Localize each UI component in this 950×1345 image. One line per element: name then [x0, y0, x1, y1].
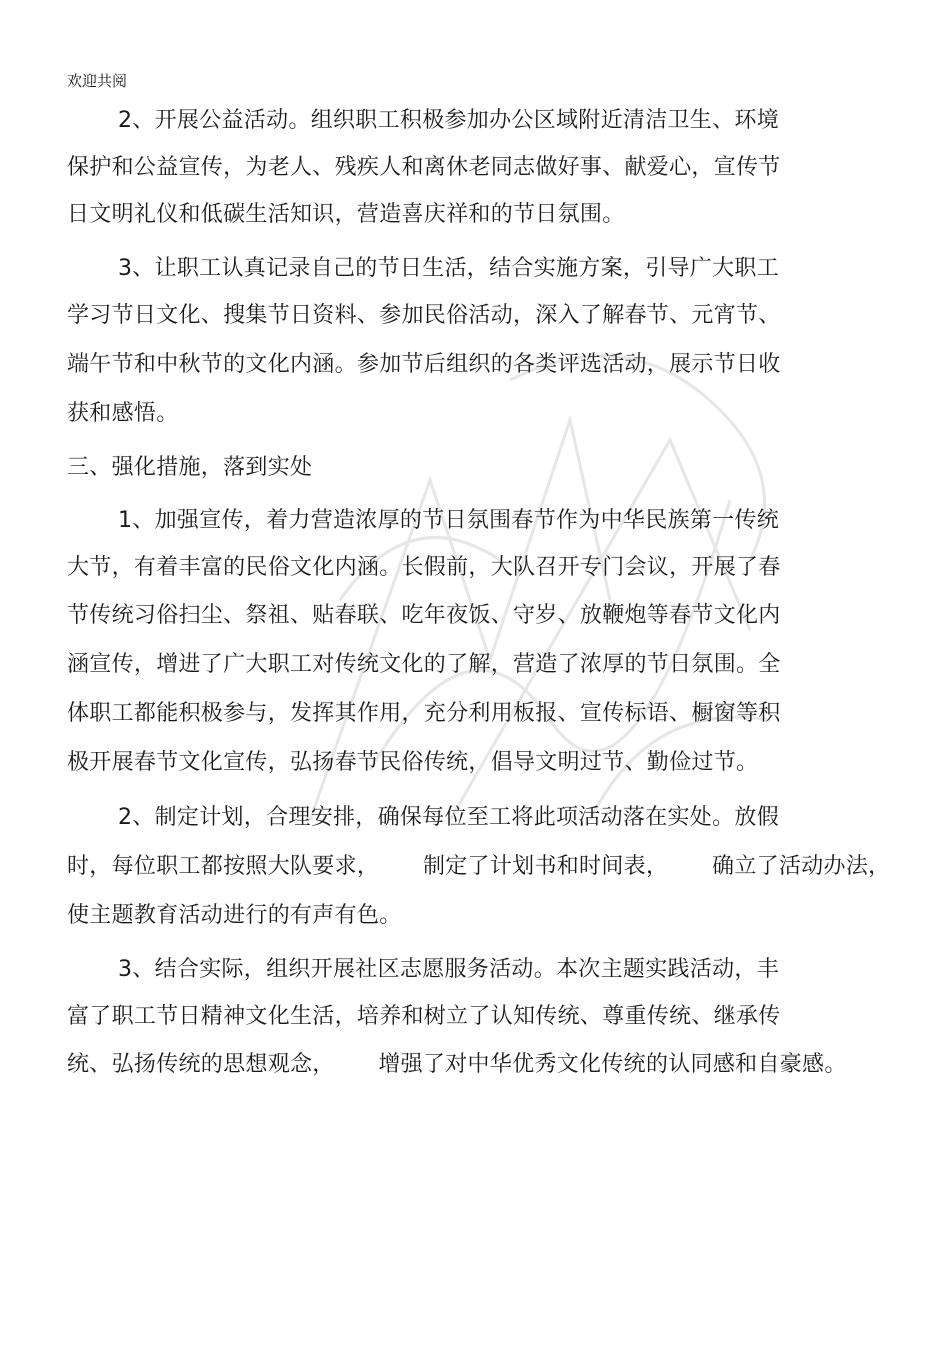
text-line: 日文明礼仪和低碳生活知识，营造喜庆祥和的节日氛围。 — [67, 202, 625, 227]
text-line: 统、弘扬传统的思想观念， 增强了对中华优秀文化传统的认同感和自豪感。 — [67, 1052, 847, 1077]
text-line: 保护和公益宣传，为老人、残疾人和离休老同志做好事、献爱心，宣传节 — [67, 155, 781, 180]
text-line: 大节，有着丰富的民俗文化内涵。长假前，大队召开专门会议，开展了春 — [67, 555, 781, 580]
text-line: 2、开展公益活动。组织职工积极参加办公区域附近清洁卫生、环境 — [118, 108, 779, 133]
text-line: 极开展春节文化宣传，弘扬春节民俗传统，倡导文明过节、勤俭过节。 — [67, 750, 759, 775]
document-header: 欢迎共阅 — [67, 72, 128, 90]
text-line: 涵宣传，增进了广大职工对传统文化的了解，营造了浓厚的节日氛围。全 — [67, 652, 781, 677]
text-line: 端午节和中秋节的文化内涵。参加节后组织的各类评选活动，展示节日收 — [67, 352, 781, 377]
text-line: 1、加强宣传，着力营造浓厚的节日氛围春节作为中华民族第一传统 — [118, 508, 779, 533]
text-line: 富了职工节日精神文化生活，培养和树立了认知传统、尊重传统、继承传 — [67, 1004, 781, 1029]
text-line: 学习节日文化、搜集节日资料、参加民俗活动，深入了解春节、元宵节、 — [67, 303, 781, 328]
text-line: 获和感悟。 — [67, 401, 179, 426]
text-line: 3、结合实际，组织开展社区志愿服务活动。本次主题实践活动，丰 — [118, 957, 779, 982]
text-line: 节传统习俗扫尘、祭祖、贴春联、吃年夜饭、守岁、放鞭炮等春节文化内 — [67, 603, 781, 628]
text-line: 体职工都能积极参与，发挥其作用，充分利用板报、宣传标语、橱窗等积 — [67, 701, 781, 726]
section-heading: 三、强化措施，落到实处 — [67, 455, 313, 480]
text-line: 时，每位职工都按照大队要求， 制定了计划书和时间表， 确立了活动办法， — [67, 854, 891, 879]
text-line: 使主题教育活动进行的有声有色。 — [67, 903, 402, 928]
text-line: 3、让职工认真记录自己的节日生活，结合实施方案，引导广大职工 — [118, 256, 779, 281]
text-line: 2、制定计划，合理安排，确保每位至工将此项活动落在实处。放假 — [118, 805, 779, 830]
